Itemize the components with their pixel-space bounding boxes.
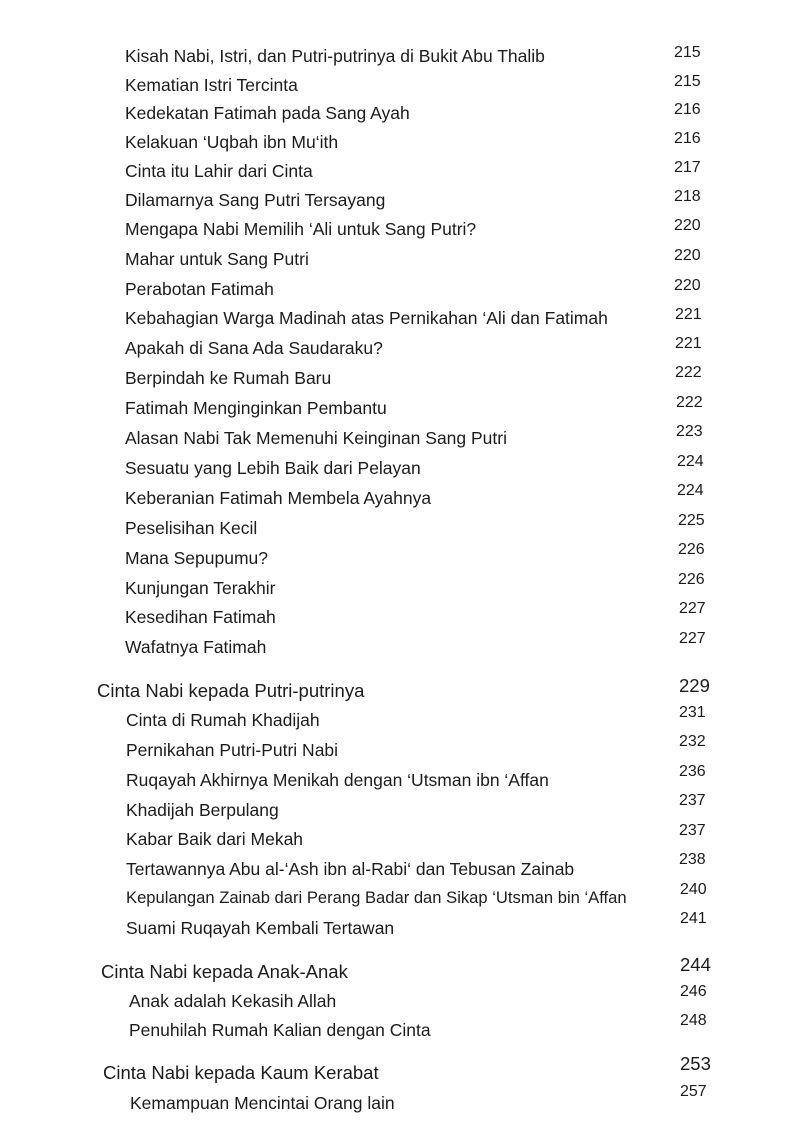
- toc-entry-title: Kematian Istri Tercinta: [125, 75, 298, 95]
- toc-entry-title: Perabotan Fatimah: [125, 279, 274, 299]
- toc-entry-title: Suami Ruqayah Kembali Tertawan: [126, 918, 395, 938]
- toc-entry-title: Kunjungan Terakhir: [125, 578, 276, 598]
- toc-entry-page: 236: [679, 763, 706, 780]
- toc-entry-title: Kelakuan ‘Uqbah ibn Mu‘ith: [125, 132, 339, 152]
- toc-chapter-title: Cinta Nabi kepada Putri-putrinya: [97, 680, 365, 701]
- toc-chapter-page: 244: [680, 954, 711, 975]
- toc-entry-page: 224: [677, 453, 704, 470]
- toc-entry-title: Peselisihan Kecil: [125, 518, 258, 538]
- toc-entry-title: Keberanian Fatimah Membela Ayahnya: [125, 488, 432, 508]
- toc-entry-title: Kesedihan Fatimah: [125, 607, 276, 627]
- toc-entry-title: Khadijah Berpulang: [126, 800, 279, 820]
- toc-entry-page: 257: [680, 1083, 707, 1100]
- toc-entry-title: Kebahagian Warga Madinah atas Pernikahan ‘Ali dan Fatimah: [125, 308, 608, 328]
- toc-entry-title: Kabar Baik dari Mekah: [126, 829, 304, 849]
- toc-entry-title: Wafatnya Fatimah: [125, 637, 267, 657]
- toc-entry-page: 216: [674, 130, 701, 147]
- toc-entry-page: 215: [674, 44, 701, 61]
- toc-entry-page: 216: [674, 101, 701, 118]
- toc-entry-title: Cinta itu Lahir dari Cinta: [125, 161, 313, 181]
- toc-entry-page: 227: [679, 600, 706, 617]
- toc-entry-page: 240: [680, 881, 707, 898]
- toc-entry-page: 221: [675, 335, 702, 352]
- toc-entry-page: 238: [679, 851, 706, 868]
- toc-entry-page: 220: [674, 247, 701, 264]
- toc-entry-title: Kemampuan Mencintai Orang lain: [130, 1093, 395, 1113]
- toc-entry-page: 237: [679, 822, 706, 839]
- toc-entry-title: Mengapa Nabi Memilih ‘Ali untuk Sang Putri?: [125, 219, 477, 239]
- toc-entry-title: Berpindah ke Rumah Baru: [125, 368, 332, 388]
- toc-entry-page: 241: [680, 910, 707, 927]
- toc-entry-page: 248: [680, 1012, 707, 1029]
- toc-entry-page: 215: [674, 73, 701, 90]
- toc-entry-title: Fatimah Menginginkan Pembantu: [125, 398, 387, 418]
- toc-entry-title: Cinta di Rumah Khadijah: [126, 710, 320, 730]
- toc-entry-title: Mana Sepupumu?: [125, 548, 269, 568]
- toc-entry-page: 226: [678, 571, 705, 588]
- toc-entry-page: 232: [679, 733, 706, 750]
- toc-entry-title: Dilamarnya Sang Putri Tersayang: [125, 190, 386, 210]
- toc-entry-title: Mahar untuk Sang Putri: [125, 249, 309, 269]
- toc-entry-page: 225: [678, 512, 705, 529]
- toc-entry-page: 220: [674, 217, 701, 234]
- toc-entry-page: 226: [678, 541, 705, 558]
- toc-entry-page: 217: [674, 159, 701, 176]
- toc-chapter-page: 229: [679, 675, 710, 696]
- toc-entry-title: Kedekatan Fatimah pada Sang Ayah: [125, 103, 410, 123]
- toc-entry-page: 227: [679, 630, 706, 647]
- toc-entry-title: Apakah di Sana Ada Saudaraku?: [125, 338, 383, 358]
- toc-entry-title: Kisah Nabi, Istri, dan Putri-putrinya di Bukit Abu Thalib: [125, 46, 545, 66]
- toc-entry-title: Tertawannya Abu al-‘Ash ibn al-Rabi‘ dan Tebusan Zainab: [126, 859, 575, 879]
- toc-entry-page: 222: [675, 364, 702, 381]
- toc-chapter-page: 253: [680, 1053, 711, 1074]
- toc-chapter-title: Cinta Nabi kepada Anak-Anak: [101, 961, 348, 982]
- toc-entry-title: Kepulangan Zainab dari Perang Badar dan Sikap ‘Utsman bin ‘Affan: [126, 888, 627, 907]
- toc-entry-title: Penuhilah Rumah Kalian dengan Cinta: [129, 1020, 431, 1040]
- toc-entry-page: 224: [677, 482, 704, 499]
- toc-entry-page: 237: [679, 792, 706, 809]
- toc-entry-title: Sesuatu yang Lebih Baik dari Pelayan: [125, 458, 421, 478]
- toc-entry-page: 246: [680, 983, 707, 1000]
- toc-entry-page: 222: [676, 394, 703, 411]
- toc-entry-page: 221: [675, 306, 702, 323]
- toc-entry-title: Alasan Nabi Tak Memenuhi Keinginan Sang Putri: [125, 428, 507, 448]
- toc-entry-page: 220: [674, 277, 701, 294]
- toc-entry-page: 231: [679, 704, 706, 721]
- toc-entry-page: 223: [676, 423, 703, 440]
- toc-entry-title: Anak adalah Kekasih Allah: [129, 991, 337, 1011]
- toc-entry-title: Ruqayah Akhirnya Menikah dengan ‘Utsman ibn ‘Affan: [126, 770, 549, 790]
- toc-entry-page: 218: [674, 188, 701, 205]
- toc-chapter-title: Cinta Nabi kepada Kaum Kerabat: [103, 1062, 379, 1083]
- toc-entry-title: Pernikahan Putri-Putri Nabi: [126, 740, 339, 760]
